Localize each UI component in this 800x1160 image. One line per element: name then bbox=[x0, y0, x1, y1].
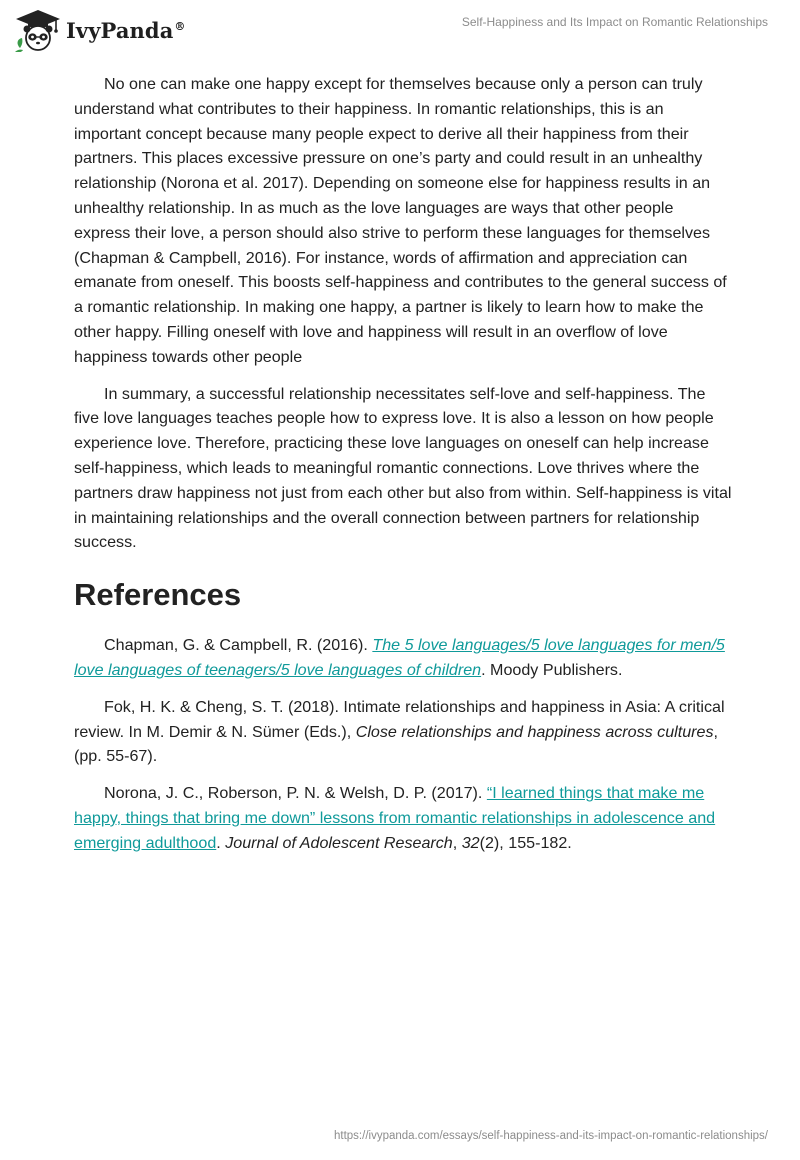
document-title: Self-Happiness and Its Impact on Romantic Relationships bbox=[461, 15, 768, 29]
references-heading: References bbox=[74, 577, 242, 613]
reference-item: Fok, H. K. & Cheng, S. T. (2018). Intimate relationships and happiness in Asia: A critical review. In M. Demir & N. Sümer (Eds.), Close relationships and happiness across cultures, (pp. 55-67). bbox=[74, 697, 725, 766]
reference-item: Norona, J. C., Roberson, P. N. & Welsh, D. P. (2017). “I learned things that make me happy, things that bring me down” lessons from romantic relationships in adolescence and emerging adulthood. Journal of Adolescent Research, 32(2), 155-182. bbox=[74, 784, 716, 852]
ivypanda-logo[interactable] bbox=[14, 8, 186, 52]
reference-link[interactable]: “I learned things that make me happy, things that bring me down” lessons from romantic relationships in adolescence and emerging adulthood bbox=[74, 784, 716, 852]
reference-item: Chapman, G. & Campbell, R. (2016). The 5 love languages/5 love languages for men/5 love languages of teenagers/5 love languages of children. Moody Publishers. bbox=[74, 636, 725, 679]
reference-link[interactable]: The 5 love languages/5 love languages for men/5 love languages of teenagers/5 love languages of children bbox=[74, 636, 725, 679]
source-url[interactable]: https://ivypanda.com/essays/self-happiness-and-its-impact-on-romantic-relationships/ bbox=[334, 1130, 768, 1142]
logo-wordmark: IvyPanda® bbox=[66, 17, 186, 43]
references-list bbox=[74, 633, 734, 855]
panda-graduate-icon bbox=[14, 8, 62, 52]
page-header bbox=[0, 0, 800, 60]
body-paragraph: No one can make one happy except for themselves because only a person can truly understand what contributes to their happiness. In romantic relationships, this is an important concept because many people expect to derive all their happiness from their partners. This places excessive pressure on one’s party and could result in an unhealthy relationship (Norona et al. 2017). Depending on someone else for happiness results in an unhealthy relationship. In as much as the love languages are ways that other people express their love, a person should also strive to perform these languages for themselves (Chapman & Campbell, 2016). For instance, words of affirmation and appreciation can emanate from oneself. This boosts self-happiness and contributes to the general success of a romantic relationship. In making one happy, a partner is likely to learn how to make the other happy. Filling oneself with love and happiness will result in an overflow of love happiness towards other people bbox=[74, 75, 727, 366]
essay-content bbox=[74, 72, 734, 868]
body-paragraph: In summary, a successful relationship necessitates self-love and self-happiness. The five love languages teaches people how to express love. It is also a lesson on how people experience love. Therefore, practicing these love languages on oneself can help increase self-happiness, which leads to meaningful romantic connections. Love thrives where the partners draw happiness not just from each other but also from within. Self-happiness is vital in maintaining relationships and the overall connection between partners for relationship success. bbox=[74, 384, 732, 552]
